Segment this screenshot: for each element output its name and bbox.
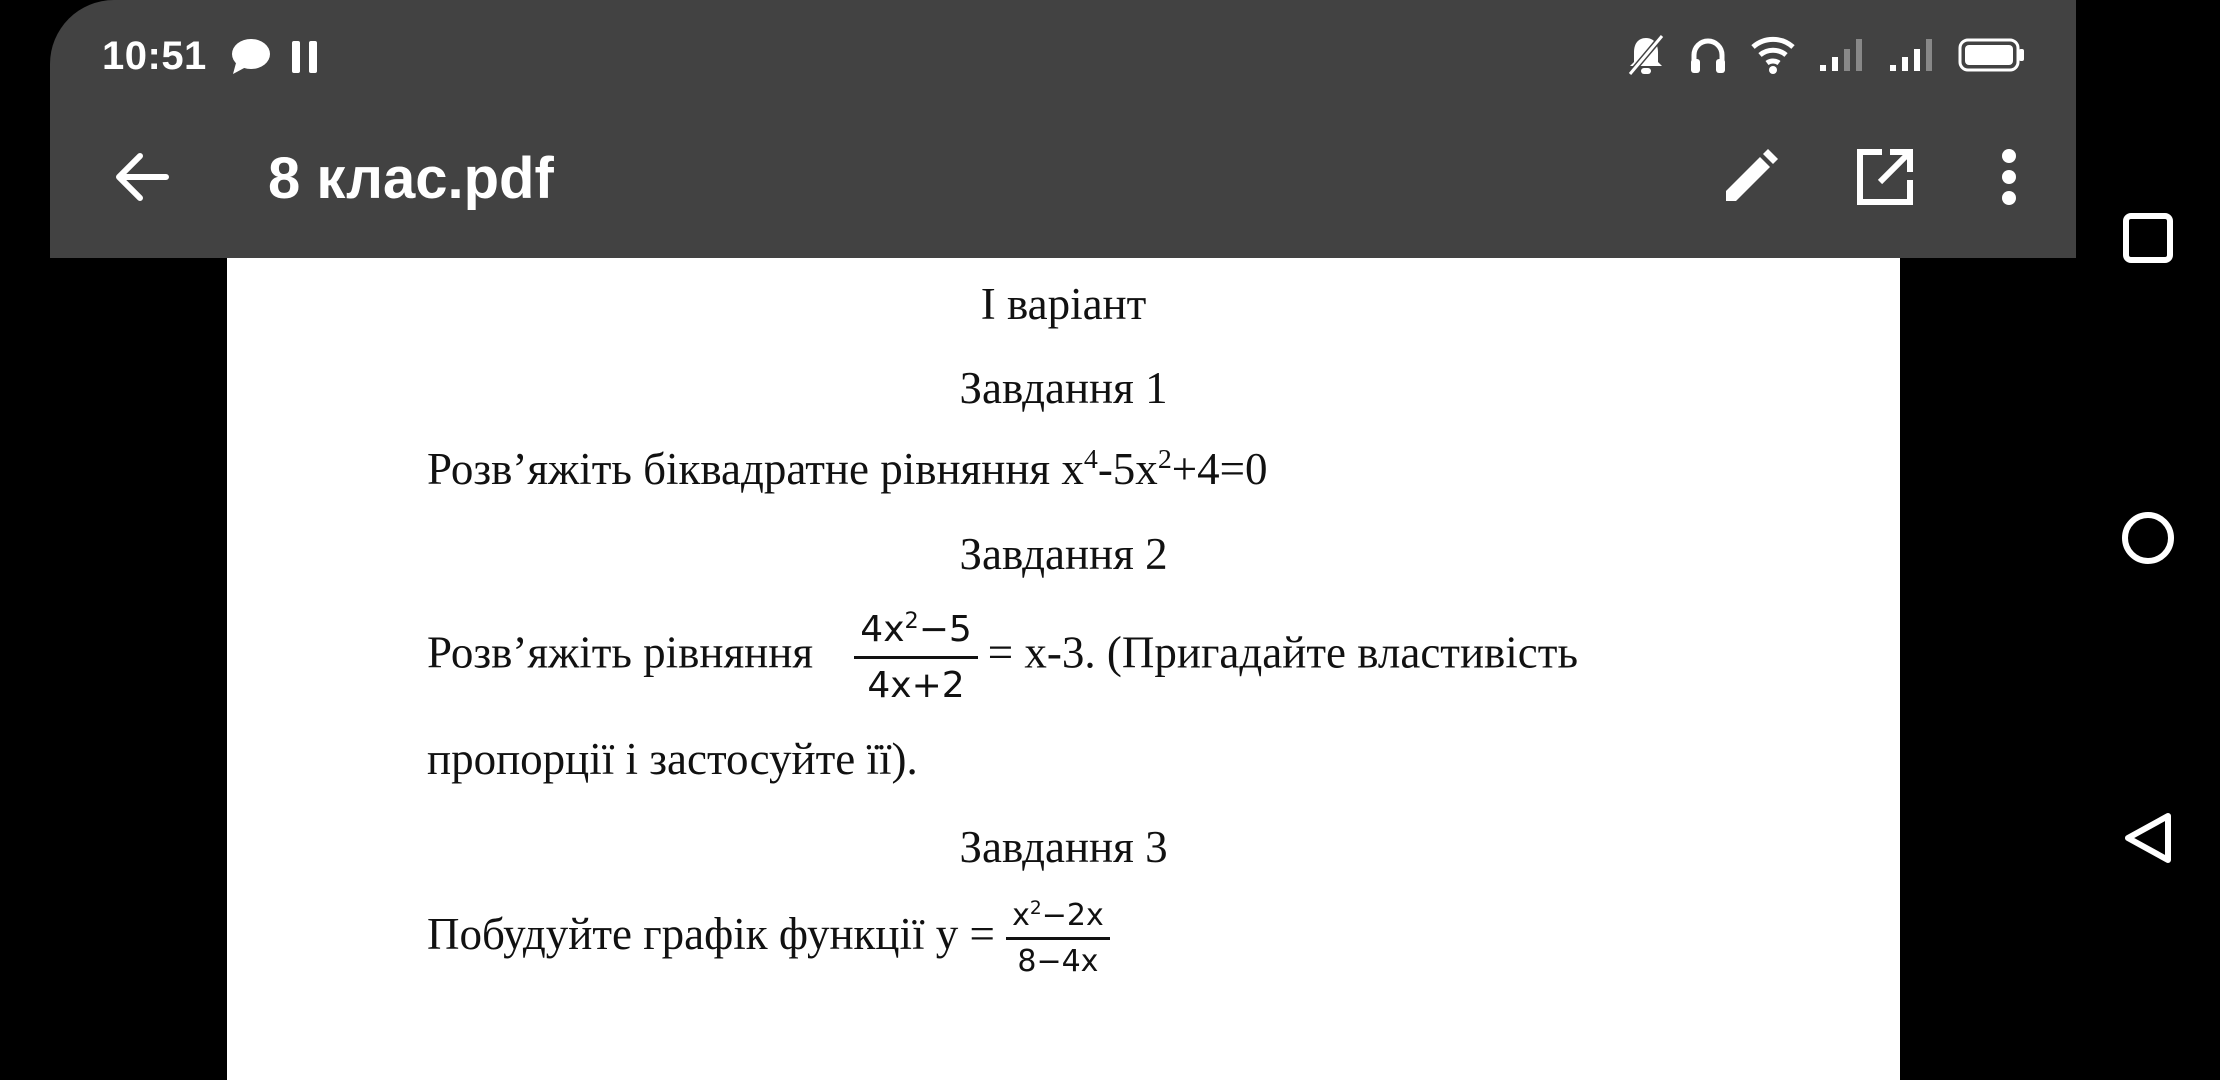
open-with-button[interactable] [1845,139,1925,219]
recents-button[interactable] [2098,190,2198,290]
signal-icon [1888,37,1936,78]
more-options-button[interactable] [1969,139,2049,219]
task3-fraction: $\frac{x^2-2x}{8-4x}$ [1006,898,1110,979]
arrow-back-icon [114,151,170,208]
home-button[interactable] [2098,490,2198,590]
status-icons-right [1626,34,2026,81]
signal-icon [1818,37,1866,78]
circle-home-icon [2120,510,2176,571]
triangle-back-icon [2122,810,2174,871]
document-title: 8 клас.pdf [268,146,554,211]
battery-icon [1958,38,2026,77]
wifi-icon [1750,35,1796,80]
more-vert-icon [1999,148,2019,211]
back-button[interactable] [102,139,182,219]
task2-text: Розв’яжіть рівняння $\frac{4x^2-5}{4x+2}$ = x-3. (Пригадайте властивість [427,608,1578,706]
task3-text: Побудуйте графік функції y = $\frac{x^2-2x}{8-4x}$ [427,898,1110,979]
toolbar [50,115,2076,258]
status-bar [50,0,2076,115]
open-in-new-icon [1856,148,1914,211]
nav-back-button[interactable] [2098,790,2198,890]
headset-icon [1688,35,1728,80]
task2-fraction: $\frac{4x^2-5}{4x+2}$ [854,608,978,706]
navigation-bar [2076,0,2220,1080]
edit-button[interactable] [1710,139,1790,219]
variant-heading: I варіант [980,279,1147,329]
square-recents-icon [2122,212,2174,269]
task2-text-line2: пропорції і застосуйте її). [427,734,918,784]
pause-icon [290,39,320,80]
status-icons-left [230,38,320,81]
pencil-icon [1720,147,1780,212]
task1-heading: Завдання 1 [959,363,1168,413]
bell-muted-icon [1626,34,1666,81]
pdf-page[interactable] [227,258,1900,1080]
task1-text: Розв’яжіть біквадратне рівняння $x^4-5x^2+4=0$ [427,444,1268,494]
app-chrome [50,0,2076,258]
chat-bubble-icon [230,38,272,81]
status-time: 10:51 [102,34,207,78]
task3-heading: Завдання 3 [959,822,1168,872]
task2-heading: Завдання 2 [959,529,1168,579]
